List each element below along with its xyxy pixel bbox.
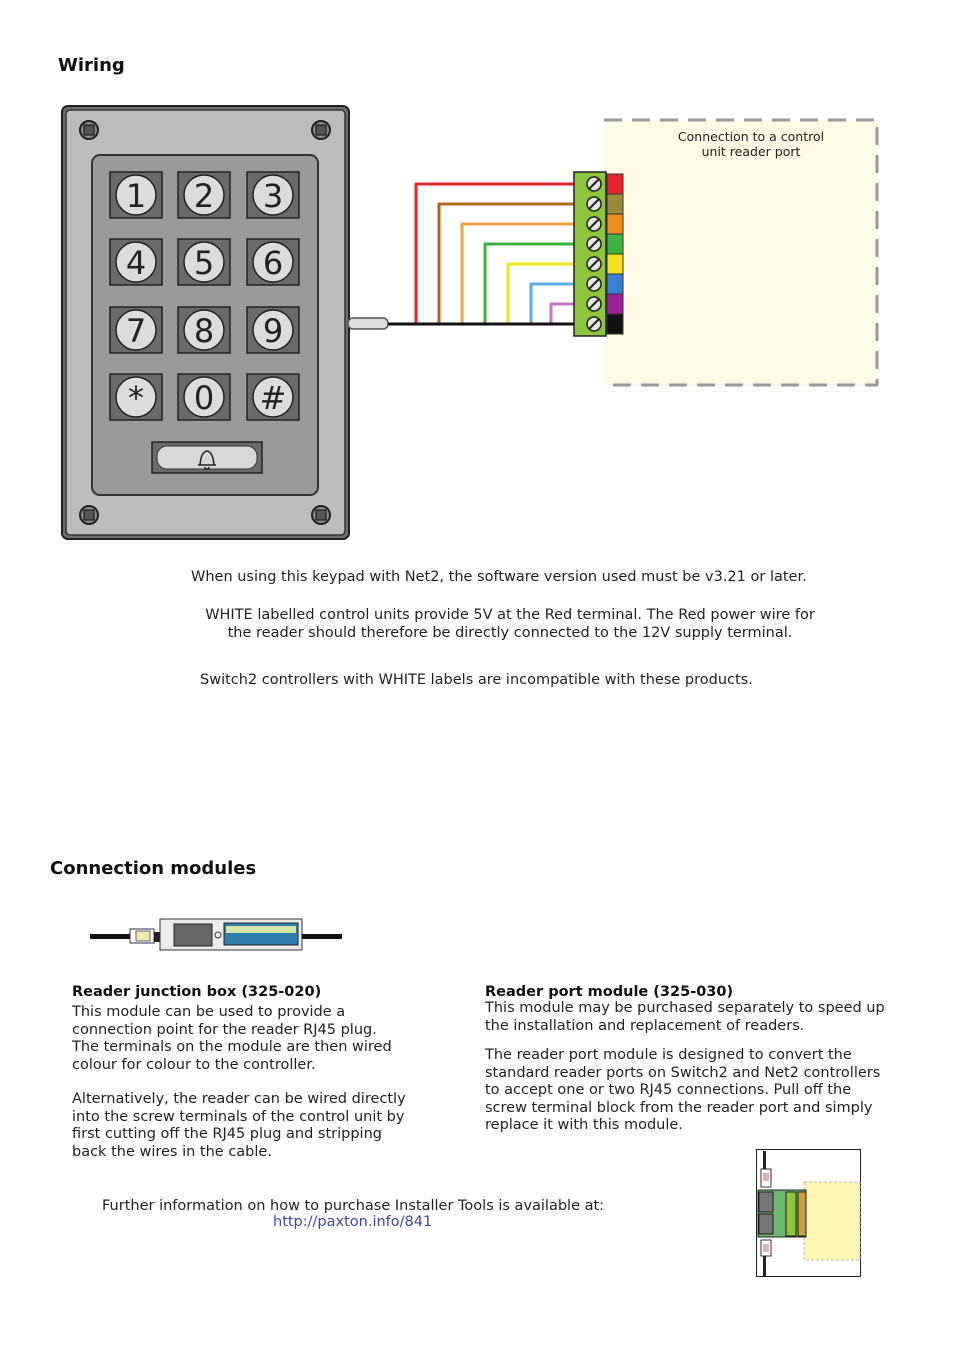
- terminal-color-tab: [607, 194, 623, 214]
- keypad-key[interactable]: [247, 307, 299, 353]
- terminal-screw-icon: [587, 177, 601, 191]
- terminal-color-tab: [607, 214, 623, 234]
- keypad-key[interactable]: [247, 172, 299, 218]
- screw-icon: [312, 121, 330, 139]
- terminal-color-tab: [607, 174, 623, 194]
- installer-tools-info: Further information on how to purchase Installer Tools is available at:: [102, 1198, 605, 1214]
- screw-icon: [312, 506, 330, 524]
- terminal-color-tab: [607, 314, 623, 334]
- keypad-key[interactable]: [110, 172, 162, 218]
- wiring-heading: Wiring: [58, 55, 125, 76]
- junction-box-illustration: [88, 912, 348, 954]
- installer-tools-link[interactable]: http://paxton.info/841: [273, 1214, 433, 1230]
- keypad-key[interactable]: [110, 307, 162, 353]
- terminal-color-tab: [607, 234, 623, 254]
- keypad-key-label: #: [259, 379, 287, 417]
- terminal-screw-icon: [587, 217, 601, 231]
- bell-button: [152, 442, 262, 473]
- connection-modules-heading: Connection modules: [50, 858, 257, 879]
- terminal-color-tab: [607, 294, 623, 314]
- keypad-key-label: 7: [125, 312, 147, 350]
- keypad-key[interactable]: [178, 307, 230, 353]
- terminal-screw-icon: [587, 237, 601, 251]
- terminal-color-tab: [607, 274, 623, 294]
- terminal-screw-icon: [587, 197, 601, 211]
- port-module-para-1: This module may be purchased separately to speed up the installation and replacement of readers.: [485, 1000, 885, 1034]
- white-note-2: the reader should therefore be directly connected to the 12V supply terminal.: [227, 625, 793, 641]
- keypad-key-label: 3: [262, 177, 284, 215]
- keypad-key[interactable]: [247, 374, 299, 420]
- screw-icon: [80, 121, 98, 139]
- keypad-key[interactable]: [178, 374, 230, 420]
- port-module-para-2: The reader port module is designed to convert the standard reader ports on Switch2 and Net2 controllers to accept one or two RJ45 connections. Pull off the screw terminal block from the reader port and simply replace it with this module.: [485, 1047, 881, 1133]
- keypad-key-label: 4: [125, 244, 147, 282]
- keypad: [62, 106, 349, 539]
- controller-port-panel: [604, 120, 877, 385]
- screw-icon: [80, 506, 98, 524]
- keypad-key[interactable]: [110, 239, 162, 285]
- keypad-key-label: 9: [262, 312, 284, 350]
- keypad-key-label: 1: [125, 177, 147, 215]
- switch2-note: Switch2 controllers with WHITE labels are incompatible with these products.: [200, 672, 753, 688]
- terminal-block: [574, 172, 606, 336]
- terminal-screw-icon: [587, 317, 601, 331]
- keypad-key[interactable]: [247, 239, 299, 285]
- keypad-key-label: 8: [193, 312, 215, 350]
- port-module-title: Reader port module (325-030): [485, 984, 734, 1000]
- keypad-key[interactable]: [178, 239, 230, 285]
- keypad-key-label: *: [128, 379, 144, 417]
- keypad-key-label: 0: [193, 379, 215, 417]
- terminal-screw-icon: [587, 277, 601, 291]
- controller-port-label-1: Connection to a control: [677, 129, 825, 144]
- terminal-color-tab: [607, 254, 623, 274]
- white-note-1: WHITE labelled control units provide 5V at the Red terminal. The Red power wire for: [205, 607, 815, 623]
- keypad-key[interactable]: [110, 374, 162, 420]
- keypad-key-label: 5: [193, 244, 215, 282]
- terminal-screw-icon: [587, 257, 601, 271]
- cable-sheath: [348, 318, 388, 329]
- junction-box-title: Reader junction box (325-020): [72, 984, 322, 1000]
- junction-box-para-1: This module can be used to provide a connection point for the reader RJ45 plug. The terminals on the module are then wired colour for colour to the controller.: [72, 1004, 392, 1073]
- terminal-screw-icon: [587, 297, 601, 311]
- junction-box-para-2: Alternatively, the reader can be wired directly into the screw terminals of the control unit by first cutting off the RJ45 plug and stripping back the wires in the cable.: [72, 1091, 406, 1160]
- controller-port-label-2: unit reader port: [701, 144, 801, 159]
- net2-note: When using this keypad with Net2, the software version used must be v3.21 or later.: [191, 569, 807, 585]
- port-module-illustration: [756, 1149, 862, 1279]
- wiring-diagram: [0, 0, 954, 560]
- keypad-key-label: 2: [193, 177, 215, 215]
- keypad-key[interactable]: [178, 172, 230, 218]
- keypad-key-label: 6: [262, 244, 284, 282]
